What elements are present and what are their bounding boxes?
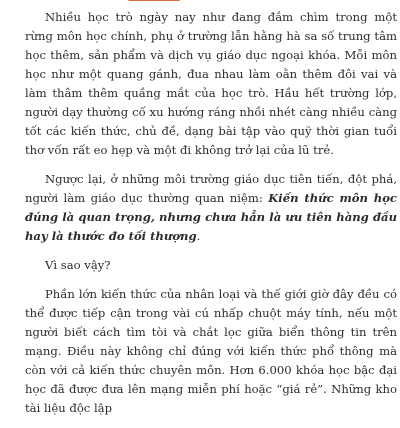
paragraph-3 (25, 256, 397, 275)
paragraph-1-text: Nhiều học trò ngày nay như đang đắm chìm trong một rừng môn học chính, phụ ở trường lẫn hằng hà sa số trung tâm học thêm, sản phẩm và dịch vụ giáo dục ngoại khóa. Mỗi môn học như một quang gánh, đua nhau làm oằn thêm đôi vai và làm thâm thêm quầng mắt của học trò. Hầu hết trường lớp, người dạy thường cố xu hướng ráng nhồi nhét càng nhiều càng tốt các kiến thức, chủ đề, dạng bài tập vào quỹ thời gian tuổi thơ vốn rất eo hẹp và một đi không trở lại của lũ trẻ. (25, 10, 397, 157)
paragraph-2 (25, 170, 397, 246)
paragraph-3-text: Vì sao vậy? (45, 258, 111, 272)
paragraph-4-text: Phần lớn kiến thức của nhân loại và thế giới giờ đây đều có thể được tiếp cận trong vài cú nhấp chuột máy tính, nếu một người biết cách tìm tòi và chắt lọc giữa biển thông tin trên mạng. Điều này không chỉ đúng với kiến thức phổ thông mà còn với cả kiến thức chuyên môn. Hơn 6.000 khóa học bậc đại học đã được đưa lên mạng miễn phí hoặc “giá rẻ”. Những kho tài liệu độc lập (25, 287, 397, 415)
paragraph-2-tail: . (196, 229, 201, 243)
paragraph-2-text: Ngược lại, ở những môi trường giáo dục tiên tiến, đột phá, người làm giáo dục thường quan niệm: (25, 172, 397, 205)
body-text (25, 0, 397, 428)
paragraph-2-emphasis: Kiến thức môn học đúng là quan trọng, nhưng chưa hẳn là ưu tiên hàng đầu hay là thước đo tối thượng (25, 191, 397, 243)
paragraph-1 (25, 0, 397, 160)
paragraph-4 (25, 285, 397, 418)
